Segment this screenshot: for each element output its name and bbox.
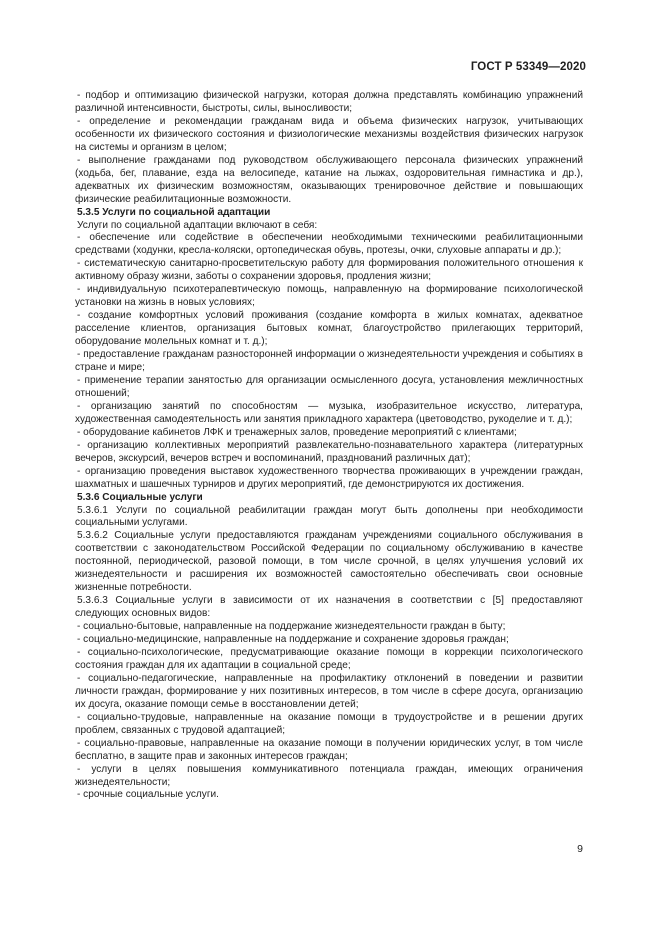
paragraph: - социально-педагогические, направленные на профилактику отклонений в поведении и развитии личности граждан, формирование у них позитивных интересов, в том числе в сфере досуга, организацию их досуга, оказание помощи семье в восстановлении детей; [75, 672, 583, 710]
paragraph: - срочные социальные услуги. [77, 789, 219, 801]
paragraph: - организацию проведения выставок художественного творчества проживающих в учреждении граждан, шахматных и шашечных турниров и других мероприятий, где демонстрируются их достижения. [75, 465, 583, 490]
page-number: 9 [577, 843, 583, 855]
paragraph: - оборудование кабинетов ЛФК и тренажерных залов, проведение мероприятий с клиентами; [77, 426, 517, 438]
paragraph: - систематическую санитарно-просветительскую работу для формирования положительного отношения к активному образу жизни, заботы о сохранении здоровья, продления жизни; [75, 258, 583, 283]
paragraph: Услуги по социальной адаптации включают в себя: [77, 219, 318, 231]
paragraph: - обеспечение или содействие в обеспечении необходимыми техническими реабилитационными средствами (ходунки, кресла-коляски, ортопедическая обувь, протезы, очки, слуховые аппараты и др.); [75, 232, 583, 257]
paragraph: - организацию занятий по способностям — музыка, изобразительное искусство, литература, художественная самодеятельность или занятия прикладного характера (цветоводство, рукоделие и т. д.); [75, 400, 583, 425]
paragraph: - социально-бытовые, направленные на поддержание жизнедеятельности граждан в быту; [77, 621, 506, 633]
document-body [75, 90, 583, 802]
paragraph: 5.3.6.3 Социальные услуги в зависимости от их назначения в соответствии с [5] предоставляют следующих основных видов: [75, 595, 583, 620]
section-heading: 5.3.6 Социальные услуги [77, 491, 203, 503]
paragraph: 5.3.6.1 Услуги по социальной реабилитации граждан могут быть дополнены при необходимости социальными услугами. [75, 504, 583, 529]
paragraph: - организацию коллективных мероприятий развлекательно-познавательного характера (литературных вечеров, экскурсий, вечеров встреч и воспоминаний, празднований различных дат); [75, 439, 583, 464]
paragraph: - определение и рекомендации гражданам вида и объема физических нагрузок, учитывающих особенности их физического состояния и физиологические механизмы воздействия физических нагрузок на системы и организм в целом; [75, 115, 583, 153]
paragraph: - социально-трудовые, направленные на оказание помощи в трудоустройстве и в решении других проблем, связанных с трудовой адаптацией; [75, 711, 583, 736]
paragraph: - выполнение гражданами под руководством обслуживающего персонала физических упражнений (ходьба, бег, плавание, езда на велосипеде, катание на лыжах, оздоровительная гимнастика и др.), адекватных их физическим возможностям, оказывающих тренировочное действие и повышающих физические реабилитационные возможности. [75, 154, 583, 205]
paragraph: - предоставление гражданам разносторонней информации о жизнедеятельности учреждения и событиях в стране и мире; [75, 349, 583, 374]
paragraph: - создание комфортных условий проживания (создание комфорта в жилых комнатах, адекватное расселение клиентов, организация бытовых комнат, благоустройство прилегающих территорий, оборудование молельных комнат и т. д.); [75, 310, 583, 348]
paragraph: - социально-психологические, предусматривающие оказание помощи в коррекции психологического состояния граждан для их адаптации в социальной среде; [75, 646, 583, 671]
paragraph: - подбор и оптимизацию физической нагрузки, которая должна представлять комбинацию упражнений различной интенсивности, быстроты, силы, выносливости; [75, 90, 583, 114]
paragraph: - социально-медицинские, направленные на поддержание и сохранение здоровья граждан; [77, 634, 509, 646]
paragraph: - услуги в целях повышения коммуникативного потенциала граждан, имеющих ограничения жизнедеятельности; [75, 763, 583, 788]
paragraph: - индивидуальную психотерапевтическую помощь, направленную на формирование психологической установки на жизнь в новых условиях; [75, 284, 583, 309]
document-header: ГОСТ Р 53349—2020 [470, 61, 586, 73]
section-heading: 5.3.5 Услуги по социальной адаптации [77, 206, 271, 218]
paragraph: - применение терапии занятостью для организации осмысленного досуга, установления межличностных отношений; [75, 374, 583, 399]
paragraph: - социально-правовые, направленные на оказание помощи в получении юридических услуг, в том числе бесплатно, в защите прав и законных интересов граждан; [75, 737, 583, 762]
paragraph: 5.3.6.2 Социальные услуги предоставляются гражданам учреждениями социального обслуживания в соответствии с законодательством Российской Федерации по социальному обслуживанию в качестве постоянной, периодической, разовой помощи, в том числе срочной, в целях улучшения условий их жизнедеятельности и расширения их возможностей самостоятельно обеспечивать свои основные жизненные потребности. [75, 530, 583, 594]
